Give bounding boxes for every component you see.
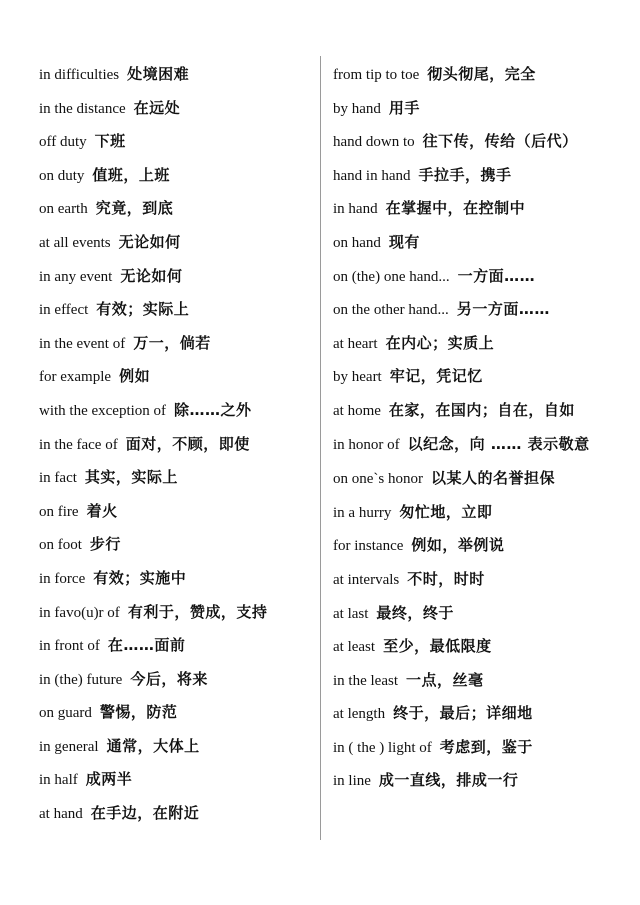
list-item bbox=[333, 428, 633, 463]
phrase-chinese: 一点，丝毫 bbox=[405, 670, 484, 689]
phrase-chinese: 用手 bbox=[388, 98, 420, 117]
phrase-english: hand down to bbox=[333, 134, 415, 151]
list-item bbox=[333, 226, 633, 260]
list-item bbox=[333, 630, 633, 664]
phrase-chinese: 除……之外 bbox=[174, 400, 252, 419]
phrase-chinese: 例如，举例说 bbox=[411, 536, 505, 555]
list-item bbox=[39, 528, 311, 562]
phrase-english: for example bbox=[39, 369, 112, 386]
list-item bbox=[39, 763, 311, 797]
phrase-chinese: 在掌握中，在控制中 bbox=[385, 199, 526, 218]
list-item bbox=[333, 394, 633, 428]
column-divider bbox=[320, 56, 321, 840]
phrase-english: in (the) future bbox=[39, 671, 123, 688]
list-item bbox=[333, 529, 633, 563]
phrase-english: in fact bbox=[39, 470, 77, 487]
phrase-english: on the other hand... bbox=[333, 302, 449, 319]
phrase-english: on (the) one hand... bbox=[333, 268, 450, 285]
list-item bbox=[333, 293, 633, 327]
list-item bbox=[39, 92, 311, 126]
list-item bbox=[333, 764, 633, 798]
list-item bbox=[333, 327, 633, 361]
phrase-chinese: 现有 bbox=[388, 232, 420, 251]
list-item bbox=[333, 360, 633, 394]
phrase-chinese: 在手边，在附近 bbox=[90, 804, 200, 823]
list-item bbox=[39, 260, 311, 294]
phrase-chinese: 一方面…… bbox=[457, 266, 536, 285]
phrase-english: hand in hand bbox=[333, 167, 411, 184]
phrase-english: off duty bbox=[39, 134, 87, 151]
phrase-chinese: 在内心；实质上 bbox=[385, 333, 495, 352]
phrase-chinese: 在远处 bbox=[133, 98, 181, 117]
phrase-list-right bbox=[333, 58, 633, 798]
phrase-english: in honor of bbox=[333, 436, 400, 453]
phrase-chinese: 其实，实际上 bbox=[84, 468, 178, 487]
phrase-chinese: 终于，最后；详细地 bbox=[393, 704, 533, 723]
list-item bbox=[333, 92, 633, 126]
phrase-chinese: 在家，在国内；自在，自如 bbox=[388, 400, 575, 419]
list-item bbox=[39, 461, 311, 495]
phrase-chinese: 步行 bbox=[89, 535, 121, 554]
list-item bbox=[333, 496, 633, 530]
phrase-chinese: 不时，时时 bbox=[407, 569, 485, 588]
phrase-chinese: 成一直线，排成一行 bbox=[378, 771, 519, 790]
phrase-chinese: 今后，将来 bbox=[130, 669, 208, 688]
phrase-chinese: 例如 bbox=[119, 367, 151, 386]
phrase-english: at last bbox=[333, 605, 369, 622]
phrase-chinese: 有效；实施中 bbox=[93, 568, 187, 587]
list-item bbox=[39, 730, 311, 764]
list-item bbox=[39, 293, 311, 327]
phrase-english: on fire bbox=[39, 503, 79, 520]
phrase-english: at home bbox=[333, 402, 381, 419]
phrase-chinese: 无论如何 bbox=[118, 232, 181, 251]
list-item bbox=[39, 226, 311, 260]
phrase-english: in ( the ) light of bbox=[333, 739, 432, 756]
list-item bbox=[333, 664, 633, 698]
list-item bbox=[333, 192, 633, 226]
list-item bbox=[333, 159, 633, 193]
list-item bbox=[39, 596, 311, 630]
list-item bbox=[39, 629, 311, 663]
phrase-english: by heart bbox=[333, 369, 382, 386]
list-item bbox=[39, 159, 311, 193]
phrase-chinese: 值班，上班 bbox=[92, 165, 170, 184]
phrase-english: on guard bbox=[39, 705, 92, 722]
phrase-english: at all events bbox=[39, 234, 111, 251]
list-item bbox=[333, 697, 633, 731]
list-item bbox=[333, 731, 633, 765]
list-item bbox=[333, 125, 633, 159]
list-item bbox=[39, 797, 311, 831]
phrase-chinese: 有效；实际上 bbox=[96, 300, 190, 319]
phrase-chinese: 手拉手，携手 bbox=[418, 165, 512, 184]
phrase-chinese: 考虑到，鉴于 bbox=[439, 737, 533, 756]
phrase-english: in the least bbox=[333, 672, 398, 689]
phrase-english: for instance bbox=[333, 538, 404, 555]
phrase-english: in half bbox=[39, 772, 78, 789]
phrase-chinese: 警惕，防范 bbox=[99, 703, 178, 722]
phrase-chinese: 以纪念，向 …… 表示敬意 bbox=[407, 434, 590, 453]
phrase-chinese: 匆忙地，立即 bbox=[399, 502, 493, 521]
phrase-english: at least bbox=[333, 639, 376, 656]
phrase-english: in general bbox=[39, 738, 99, 755]
list-item bbox=[39, 562, 311, 596]
phrase-english: in force bbox=[39, 570, 86, 587]
phrase-english: in the face of bbox=[39, 436, 118, 453]
phrase-english: in front of bbox=[39, 638, 100, 655]
phrase-english: at length bbox=[333, 706, 386, 723]
phrase-chinese: 成两半 bbox=[85, 770, 133, 789]
phrase-english: in difficulties bbox=[39, 67, 120, 83]
phrase-chinese: 往下传，传给（后代） bbox=[422, 132, 578, 151]
phrase-english: on hand bbox=[333, 234, 381, 251]
list-item bbox=[39, 663, 311, 697]
phrase-chinese: 牢记，凭记忆 bbox=[389, 367, 483, 386]
list-item bbox=[39, 394, 311, 428]
phrase-chinese: 有利于，赞成，支持 bbox=[127, 602, 268, 621]
phrase-english: in a hurry bbox=[333, 504, 392, 521]
phrase-chinese: 在……面前 bbox=[107, 636, 186, 655]
phrase-chinese: 另一方面…… bbox=[456, 300, 550, 319]
phrase-english: on duty bbox=[39, 167, 85, 184]
phrase-list-left bbox=[39, 58, 311, 831]
phrase-english: on earth bbox=[39, 201, 88, 218]
phrase-chinese: 至少，最低限度 bbox=[383, 637, 492, 656]
phrase-english: by hand bbox=[333, 100, 381, 117]
phrase-chinese: 究竟，到底 bbox=[95, 199, 174, 218]
list-item bbox=[39, 125, 311, 159]
phrase-english: at heart bbox=[333, 335, 378, 352]
phrase-chinese: 着火 bbox=[86, 501, 118, 520]
list-item bbox=[333, 58, 633, 92]
phrase-english: in hand bbox=[333, 201, 378, 218]
phrase-chinese: 最终，终于 bbox=[376, 603, 454, 622]
list-item bbox=[39, 327, 311, 361]
phrase-english: at intervals bbox=[333, 571, 400, 588]
phrase-english: on foot bbox=[39, 537, 82, 554]
list-item bbox=[39, 58, 311, 92]
phrase-english: on one`s honor bbox=[333, 471, 423, 488]
list-item bbox=[333, 563, 633, 597]
phrase-chinese: 处境困难 bbox=[127, 65, 190, 83]
phrase-english: in any event bbox=[39, 268, 113, 285]
phrase-chinese: 万一，倘若 bbox=[133, 333, 211, 352]
list-item bbox=[333, 260, 633, 294]
list-item bbox=[39, 428, 311, 462]
phrase-english: in effect bbox=[39, 302, 89, 319]
list-item bbox=[39, 360, 311, 394]
phrase-english: at hand bbox=[39, 806, 83, 823]
phrase-english: in the distance bbox=[39, 100, 126, 117]
phrase-chinese: 以某人的名誉担保 bbox=[431, 469, 556, 488]
phrase-chinese: 彻头彻尾，完全 bbox=[427, 65, 536, 83]
phrase-english: in the event of bbox=[39, 335, 126, 352]
phrase-chinese: 下班 bbox=[94, 132, 126, 151]
phrase-english: from tip to toe bbox=[333, 67, 420, 83]
phrase-chinese: 无论如何 bbox=[120, 266, 183, 285]
list-item bbox=[333, 462, 633, 496]
list-item bbox=[39, 696, 311, 730]
phrase-english: in line bbox=[333, 773, 371, 790]
phrase-chinese: 面对，不顾，即使 bbox=[125, 434, 250, 453]
phrase-english: in favo(u)r of bbox=[39, 604, 120, 621]
phrase-chinese: 通常，大体上 bbox=[106, 736, 200, 755]
list-item bbox=[333, 597, 633, 631]
list-item bbox=[39, 495, 311, 529]
phrase-english: with the exception of bbox=[39, 402, 167, 419]
list-item bbox=[39, 192, 311, 226]
